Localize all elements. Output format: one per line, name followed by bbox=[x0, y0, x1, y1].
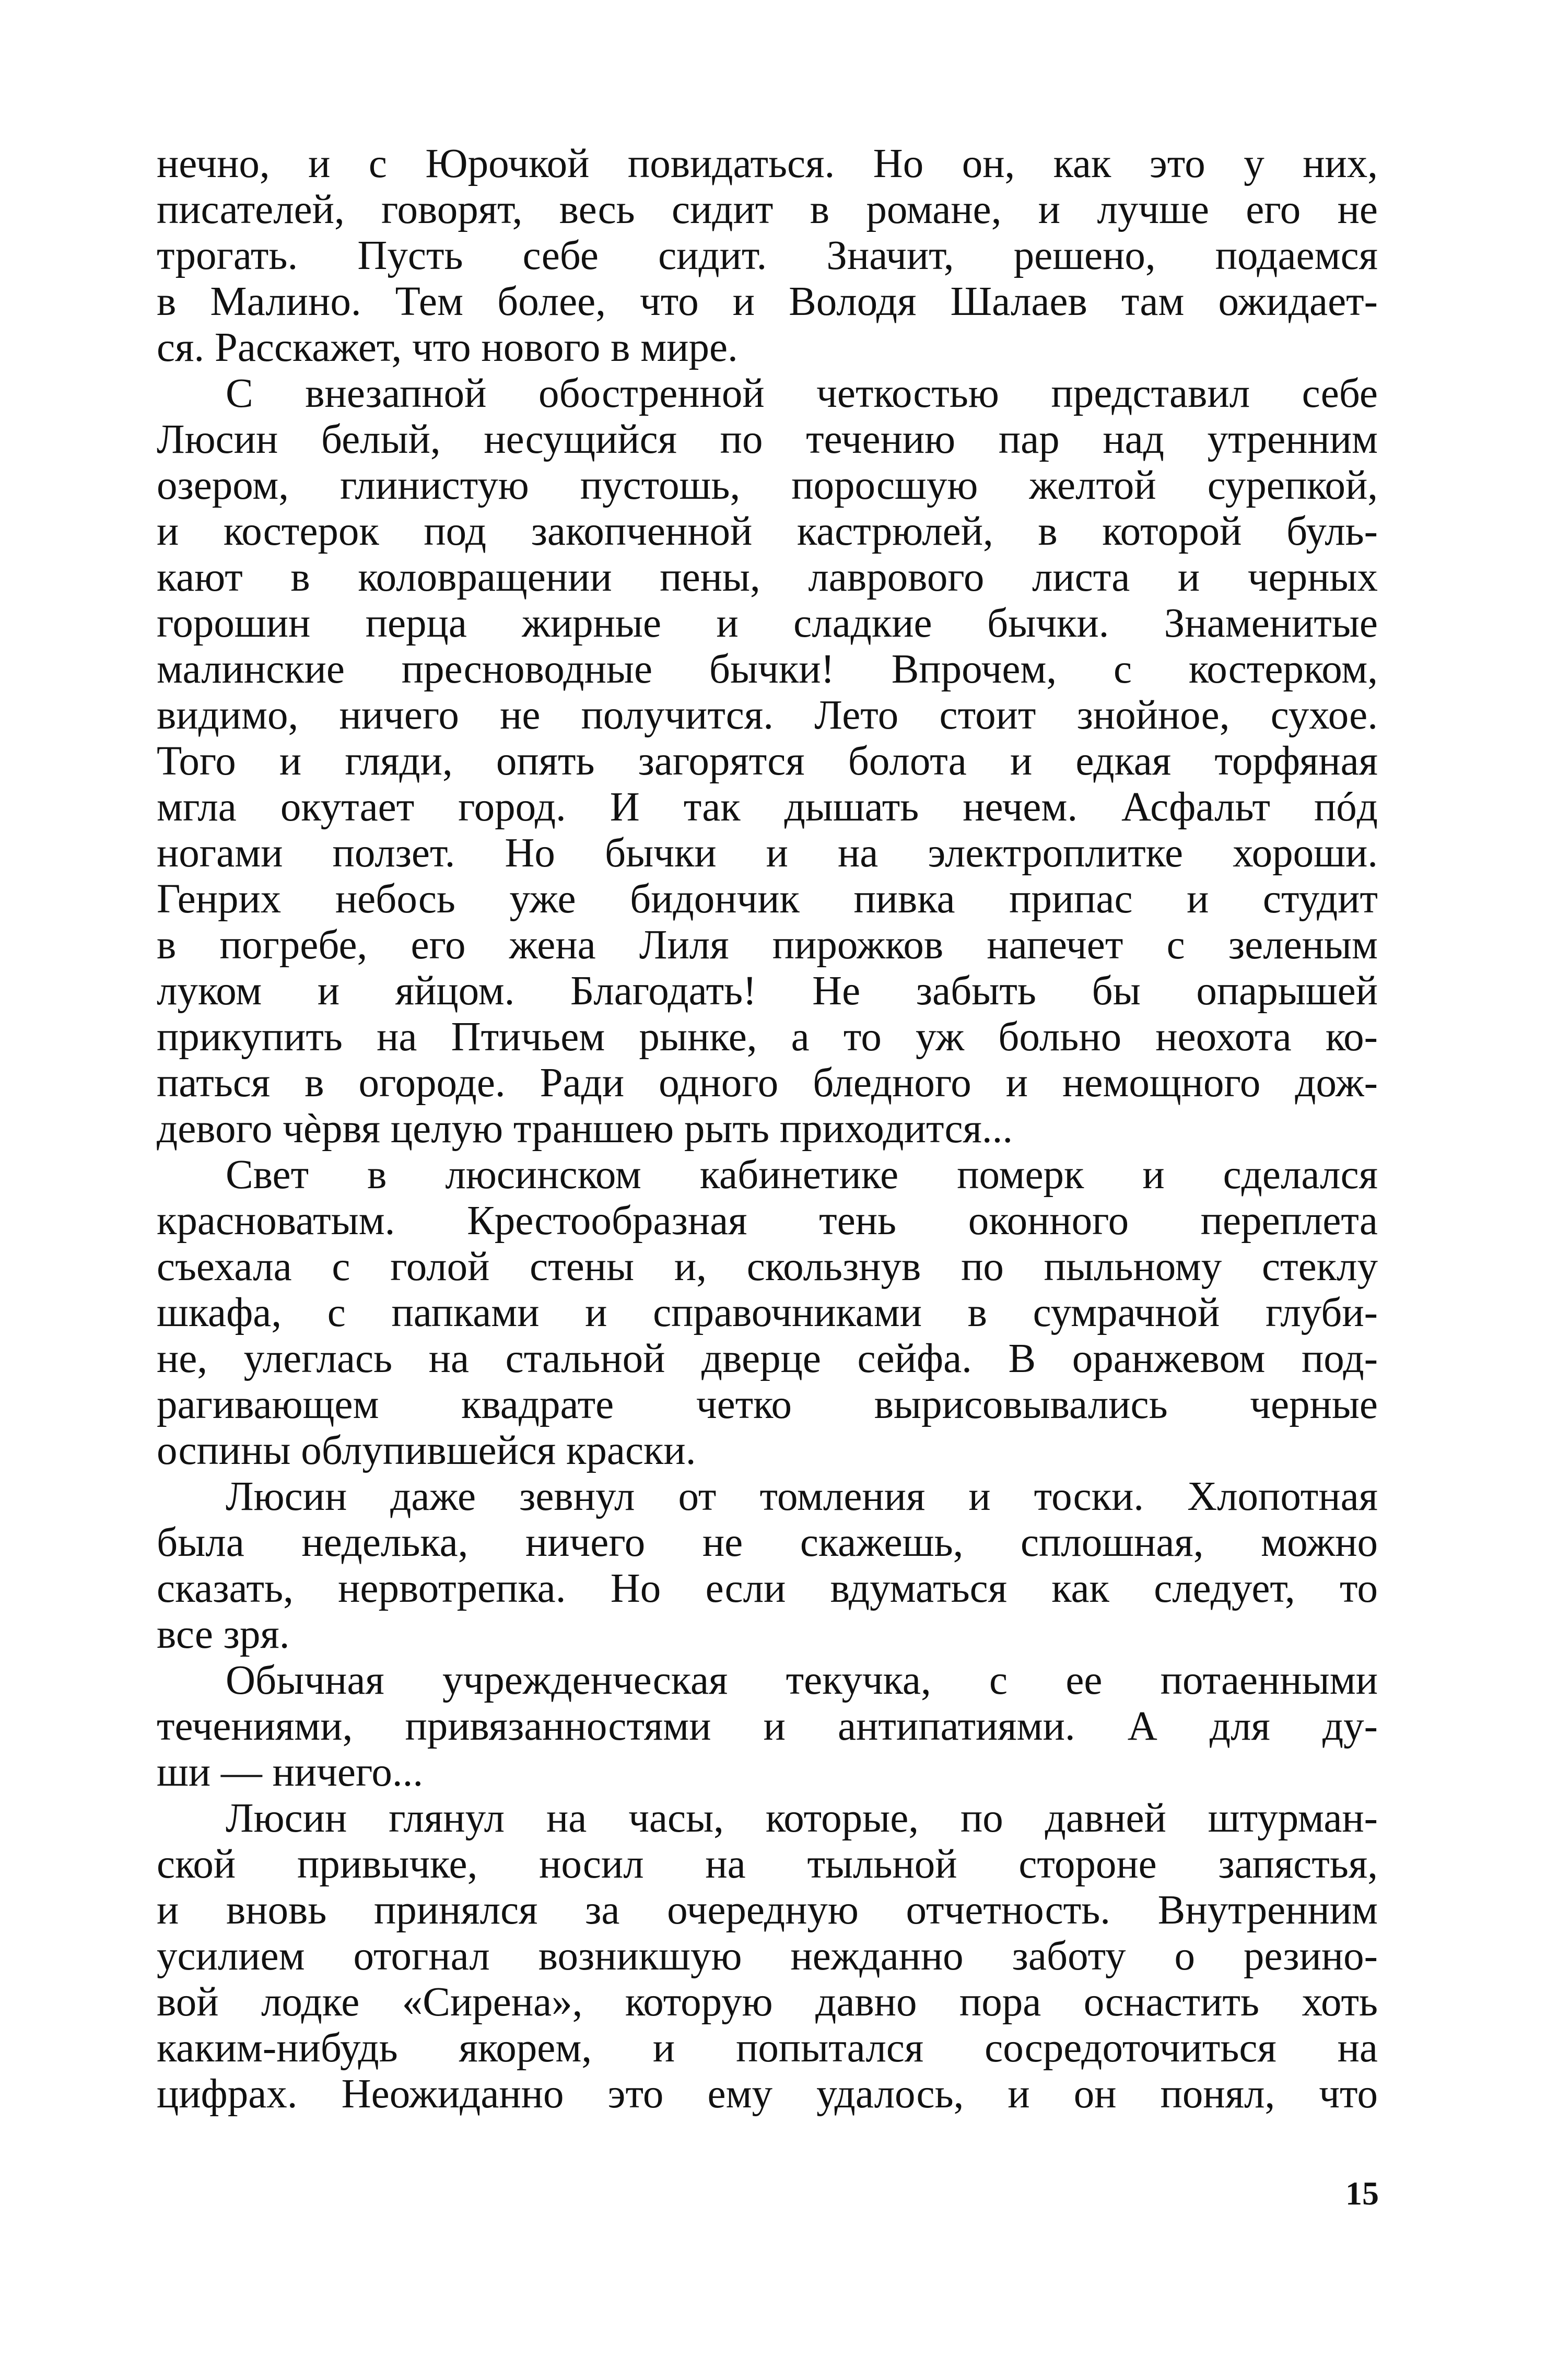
text-line: девого чѐрвя целую траншею рыть приходится... bbox=[157, 1106, 1013, 1152]
text-line: луком и яйцом. Благодать! Не забыть бы опарышей bbox=[157, 968, 1378, 1014]
text-line: ся. Расскажет, что нового в мире. bbox=[157, 325, 738, 370]
text-line: нечно, и с Юрочкой повидаться. Но он, как это у них, bbox=[157, 141, 1378, 186]
text-line: Генрих небось уже бидончик пивка припас и студит bbox=[157, 876, 1378, 922]
text-line: течениями, привязанностями и антипатиями. А для ду- bbox=[157, 1704, 1378, 1749]
paragraph bbox=[157, 141, 1378, 371]
paragraph bbox=[157, 1796, 1378, 2117]
paragraph bbox=[157, 371, 1378, 1152]
text-line: Люсин белый, несущийся по течению пар над утренним bbox=[157, 417, 1378, 462]
text-line: мгла окутает город. И так дышать нечем. Асфальт пóд bbox=[157, 784, 1378, 830]
text-line: паться в огороде. Ради одного бледного и немощного дож- bbox=[157, 1060, 1378, 1106]
text-line: вой лодке «Сирена», которую давно пора оснастить хоть bbox=[157, 1979, 1378, 2025]
text-line: рагивающем квадрате четко вырисовывались черные bbox=[157, 1382, 1378, 1427]
text-line: каким-нибудь якорем, и попытался сосредоточиться на bbox=[157, 2025, 1378, 2071]
text-line: кают в коловращении пены, лаврового листа и черных bbox=[157, 555, 1378, 600]
text-line: и костерок под закопченной кастрюлей, в которой буль- bbox=[157, 509, 1378, 554]
text-line: Того и гляди, опять загорятся болота и едкая торфяная bbox=[157, 738, 1378, 784]
text-line: оспины облупившейся краски. bbox=[157, 1428, 696, 1473]
text-line: писателей, говорят, весь сидит в романе, и лучше его не bbox=[157, 187, 1378, 232]
text-line: шкафа, с папками и справочниками в сумрачной глуби- bbox=[157, 1290, 1378, 1335]
text-line: все зря. bbox=[157, 1612, 290, 1657]
text-line: сказать, нервотрепка. Но если вдуматься как следует, то bbox=[157, 1566, 1378, 1611]
text-line: трогать. Пусть себе сидит. Значит, решено, подаемся bbox=[157, 233, 1378, 278]
text-line: ши — ничего... bbox=[157, 1750, 424, 1795]
text-line: Люсин даже зевнул от томления и тоски. Хлопотная bbox=[226, 1474, 1378, 1519]
text-line: красноватым. Крестообразная тень оконного переплета bbox=[157, 1198, 1378, 1244]
text-line: и вновь принялся за очередную отчетность. Внутренним bbox=[157, 1887, 1378, 1933]
text-line: в погребе, его жена Лиля пирожков напечет с зеленым bbox=[157, 922, 1378, 968]
text-line: не, улеглась на стальной дверце сейфа. В оранжевом под- bbox=[157, 1336, 1378, 1381]
text-line: была неделька, ничего не скажешь, сплошная, можно bbox=[157, 1520, 1378, 1565]
paragraph bbox=[157, 1152, 1378, 1474]
text-line: Люсин глянул на часы, которые, по давней штурман- bbox=[226, 1796, 1378, 1841]
text-line: в Малино. Тем более, что и Володя Шалаев там ожидает- bbox=[157, 279, 1378, 324]
page-number: 15 bbox=[1345, 2175, 1379, 2212]
text-line: С внезапной обостренной четкостью представил себе bbox=[226, 371, 1378, 416]
text-line: Свет в люсинском кабинетике померк и сделался bbox=[226, 1152, 1378, 1198]
text-line: съехала с голой стены и, скользнув по пыльному стеклу bbox=[157, 1244, 1378, 1289]
paragraph bbox=[157, 1658, 1378, 1796]
text-line: озером, глинистую пустошь, поросшую желтой сурепкой, bbox=[157, 463, 1378, 508]
text-line: прикупить на Птичьем рынке, а то уж больно неохота ко- bbox=[157, 1014, 1378, 1060]
text-line: малинские пресноводные бычки! Впрочем, с костерком, bbox=[157, 647, 1378, 692]
text-line: ской привычке, носил на тыльной стороне запястья, bbox=[157, 1842, 1378, 1887]
body-text bbox=[157, 141, 1378, 2117]
text-line: горошин перца жирные и сладкие бычки. Знаменитые bbox=[157, 601, 1378, 646]
paragraph bbox=[157, 1474, 1378, 1658]
text-line: видимо, ничего не получится. Лето стоит знойное, сухое. bbox=[157, 693, 1378, 738]
text-line: усилием отогнал возникшую нежданно заботу о резино- bbox=[157, 1933, 1378, 1979]
text-line: ногами ползет. Но бычки и на электроплитке хороши. bbox=[157, 830, 1378, 876]
text-line: цифрах. Неожиданно это ему удалось, и он понял, что bbox=[157, 2071, 1378, 2117]
text-line: Обычная учрежденческая текучка, с ее потаенными bbox=[226, 1658, 1378, 1703]
